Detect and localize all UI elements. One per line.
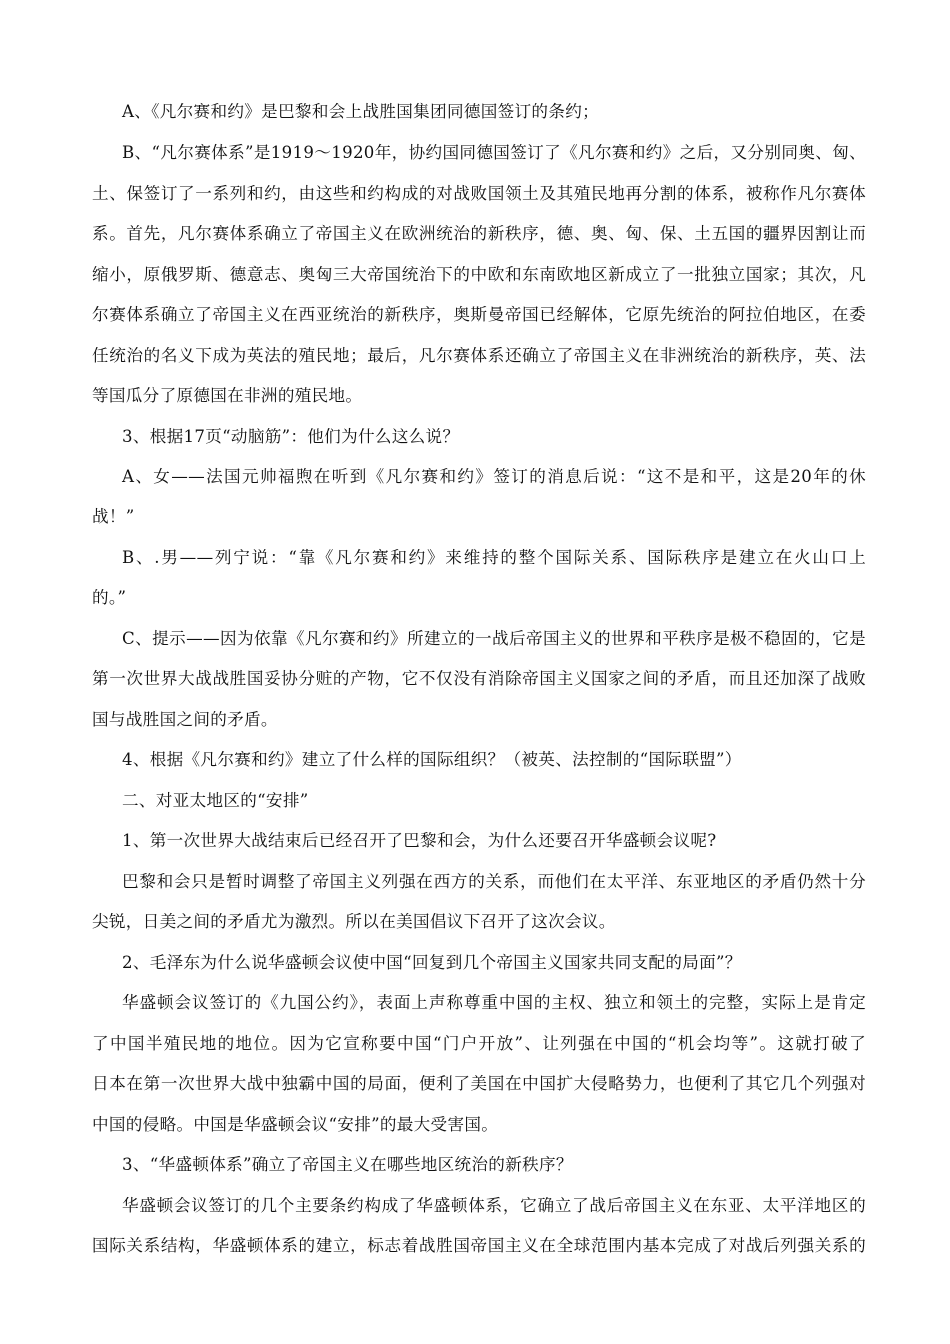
text-line: A、女——法国元帅福煦在听到《凡尔赛和约》签订的消息后说：“这不是和平，这是20年的休 <box>122 467 866 486</box>
text-line: 了中国半殖民地的地位。因为它宣称要中国“门户开放”、让列强在中国的“机会均等”。这就打破了 <box>92 1034 866 1053</box>
text-line: 巴黎和会只是暂时调整了帝国主义列强在西方的关系，而他们在太平洋、东亚地区的矛盾仍然十分 <box>122 872 866 891</box>
text-line: 3、“华盛顿体系”确立了帝国主义在哪些地区统治的新秩序？ <box>122 1155 573 1174</box>
section-heading: 二、对亚太地区的“安排” <box>122 791 309 810</box>
text-line: 华盛顿会议签订的几个主要条约构成了华盛顿体系，它确立了战后帝国主义在东亚、太平洋地区的 <box>122 1196 866 1215</box>
text-line: 任统治的名义下成为英法的殖民地；最后，凡尔赛体系还确立了帝国主义在非洲统治的新秩序，英、法 <box>92 346 866 365</box>
text-line: 日本在第一次世界大战中独霸中国的局面，便利了美国在中国扩大侵略势力，也便利了其它几个列强对 <box>92 1074 866 1093</box>
text-line: 土、保签订了一系列和约，由这些和约构成的对战败国领土及其殖民地再分割的体系，被称作凡尔赛体 <box>92 184 866 203</box>
text-line: 国际关系结构，华盛顿体系的建立，标志着战胜国帝国主义在全球范围内基本完成了对战后列强关系的 <box>92 1236 866 1255</box>
text-line: 3、根据17页“动脑筋”：他们为什么这么说？ <box>122 427 460 446</box>
text-line: 等国瓜分了原德国在非洲的殖民地。 <box>92 386 363 405</box>
text-line: 系。首先，凡尔赛体系确立了帝国主义在欧洲统治的新秩序，德、奥、匈、保、土五国的疆界因割让而 <box>92 224 866 243</box>
text-line: 第一次世界大战战胜国妥协分赃的产物，它不仅没有消除帝国主义国家之间的矛盾，而且还加深了战败 <box>92 669 866 688</box>
text-line: 尖锐，日美之间的矛盾尤为激烈。所以在美国倡议下召开了这次会议。 <box>92 912 616 931</box>
text-line: 缩小，原俄罗斯、德意志、奥匈三大帝国统治下的中欧和东南欧地区新成立了一批独立国家；其次，凡 <box>92 265 866 284</box>
text-line: A、《凡尔赛和约》是巴黎和会上战胜国集团同德国签订的条约； <box>122 102 600 121</box>
text-line: C、提示——因为依靠《凡尔赛和约》所建立的一战后帝国主义的世界和平秩序是极不稳固的，它是 <box>122 629 866 648</box>
text-line: 1、第一次世界大战结束后已经召开了巴黎和会，为什么还要召开华盛顿会议呢? <box>122 831 717 850</box>
text-line: 中国的侵略。中国是华盛顿会议“安排”的最大受害国。 <box>92 1115 499 1134</box>
text-line: 4、根据《凡尔赛和约》建立了什么样的国际组织？（被英、法控制的“国际联盟”） <box>122 750 742 769</box>
text-line: 华盛顿会议签订的《九国公约》，表面上声称尊重中国的主权、独立和领土的完整，实际上是肯定 <box>122 993 866 1012</box>
text-line: 战！” <box>92 507 135 526</box>
text-line: 国与战胜国之间的矛盾。 <box>92 710 278 729</box>
text-line: 2、毛泽东为什么说华盛顿会议使中国“回复到几个帝国主义国家共同支配的局面”？ <box>122 953 742 972</box>
text-line: 尔赛体系确立了帝国主义在西亚统治的新秩序，奥斯曼帝国已经解体，它原先统治的阿拉伯地区，在委 <box>92 305 866 324</box>
text-line: B、.男——列宁说：“靠《凡尔赛和约》来维持的整个国际关系、国际秩序是建立在火山口上 <box>122 548 866 567</box>
text-line: B、“凡尔赛体系”是1919～1920年，协约国同德国签订了《凡尔赛和约》之后，又分别同奥、匈、 <box>122 143 866 162</box>
text-line: 的。” <box>92 588 127 607</box>
